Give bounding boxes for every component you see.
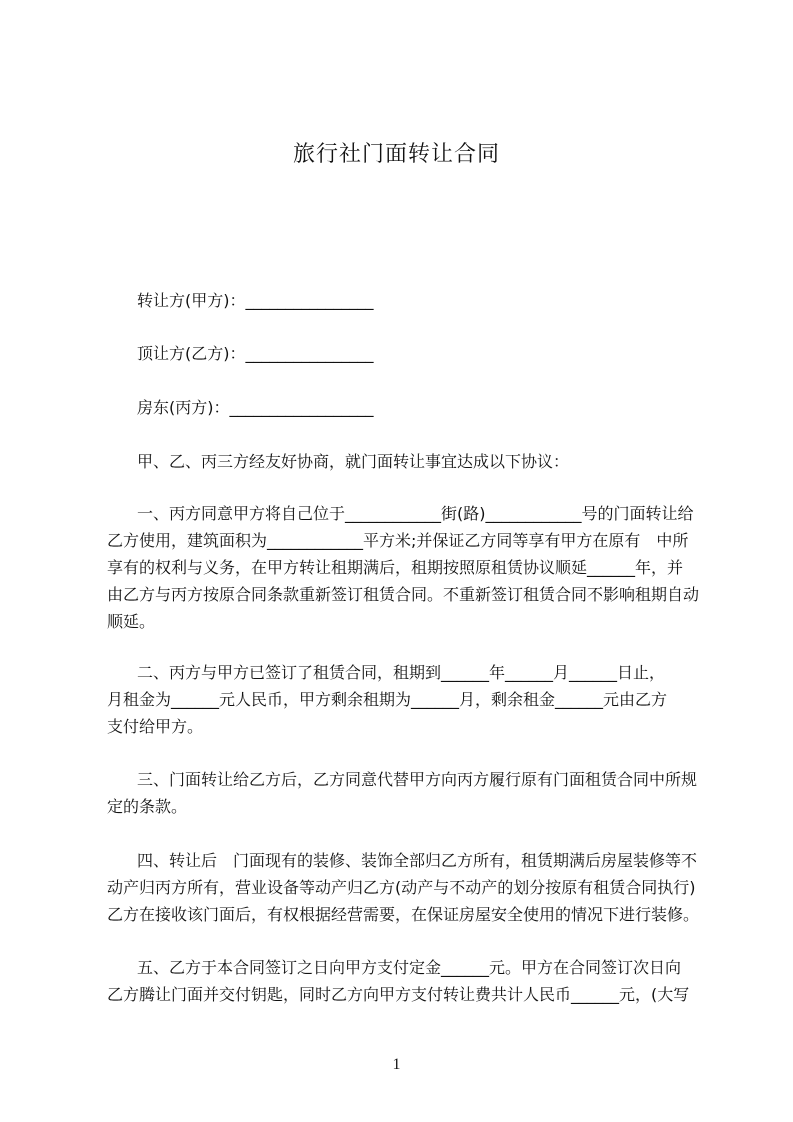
clause-2 bbox=[107, 659, 703, 740]
clause-3-line-1: 三、门面转让给乙方后，乙方同意代替甲方向丙方履行原有门面租赁合同中所规 bbox=[137, 770, 698, 789]
page-number: 1 bbox=[392, 1056, 401, 1073]
party-landlord-line: 房东(丙方)：__________________ bbox=[137, 398, 374, 417]
party-landlord bbox=[107, 394, 703, 421]
document-title: 旅行社门面转让合同 bbox=[292, 142, 500, 167]
clause-1-line-4: 由乙方与丙方按原合同条款重新签订租赁合同。不重新签订租赁合同不影响租期自动 bbox=[107, 585, 700, 604]
clause-5-line-2: 乙方腾让门面并交付钥匙，同时乙方向甲方支付转让费共计人民币______元，(大写 bbox=[107, 985, 690, 1004]
clause-1-line-2: 乙方使用，建筑面积为____________平方米;并保证乙方同等享有甲方在原有 中所 bbox=[107, 531, 689, 550]
party-transferee-line: 顶让方(乙方)：________________ bbox=[137, 344, 374, 363]
party-transferee bbox=[107, 340, 703, 367]
party-transferor-line: 转让方(甲方)：________________ bbox=[137, 291, 374, 310]
party-transferor bbox=[107, 287, 703, 314]
clause-2-line-1: 二、丙方与甲方已签订了租赁合同，租期到______年______月______日止， bbox=[137, 663, 666, 682]
intro-paragraph bbox=[107, 448, 703, 475]
clause-2-line-2: 月租金为______元人民币，甲方剩余租期为______月，剩余租金______元由乙方 bbox=[107, 690, 668, 709]
clause-1 bbox=[107, 500, 703, 635]
clause-5 bbox=[107, 954, 703, 1008]
clause-4-line-3: 乙方在接收该门面后，有权根据经营需要，在保证房屋安全使用的情况下进行装修。 bbox=[107, 905, 700, 924]
clause-2-line-3: 支付给甲方。 bbox=[107, 717, 204, 736]
clause-3 bbox=[107, 766, 703, 820]
clause-4-line-1: 四、转让后 门面现有的装修、装饰全部归乙方所有，租赁期满后房屋装修等不 bbox=[137, 851, 698, 870]
clause-1-line-3: 享有的权利与义务，在甲方转让租期满后，租期按照原租赁协议顺延______年，并 bbox=[107, 558, 684, 577]
intro-line: 甲、乙、丙三方经友好协商，就门面转让事宜达成以下协议： bbox=[137, 452, 570, 471]
clause-4 bbox=[107, 847, 703, 928]
clause-1-line-1: 一、丙方同意甲方将自己位于____________街(路)____________号的门面转让给 bbox=[137, 504, 694, 523]
clause-1-line-5: 顺延。 bbox=[107, 612, 156, 631]
clause-4-line-2: 动产归丙方所有，营业设备等动产归乙方(动产与不动产的划分按原有租赁合同执行) bbox=[107, 878, 696, 897]
clause-5-line-1: 五、乙方于本合同签订之日向甲方支付定金______元。甲方在合同签订次日向 bbox=[137, 958, 682, 977]
clause-3-line-2: 定的条款。 bbox=[107, 797, 188, 816]
